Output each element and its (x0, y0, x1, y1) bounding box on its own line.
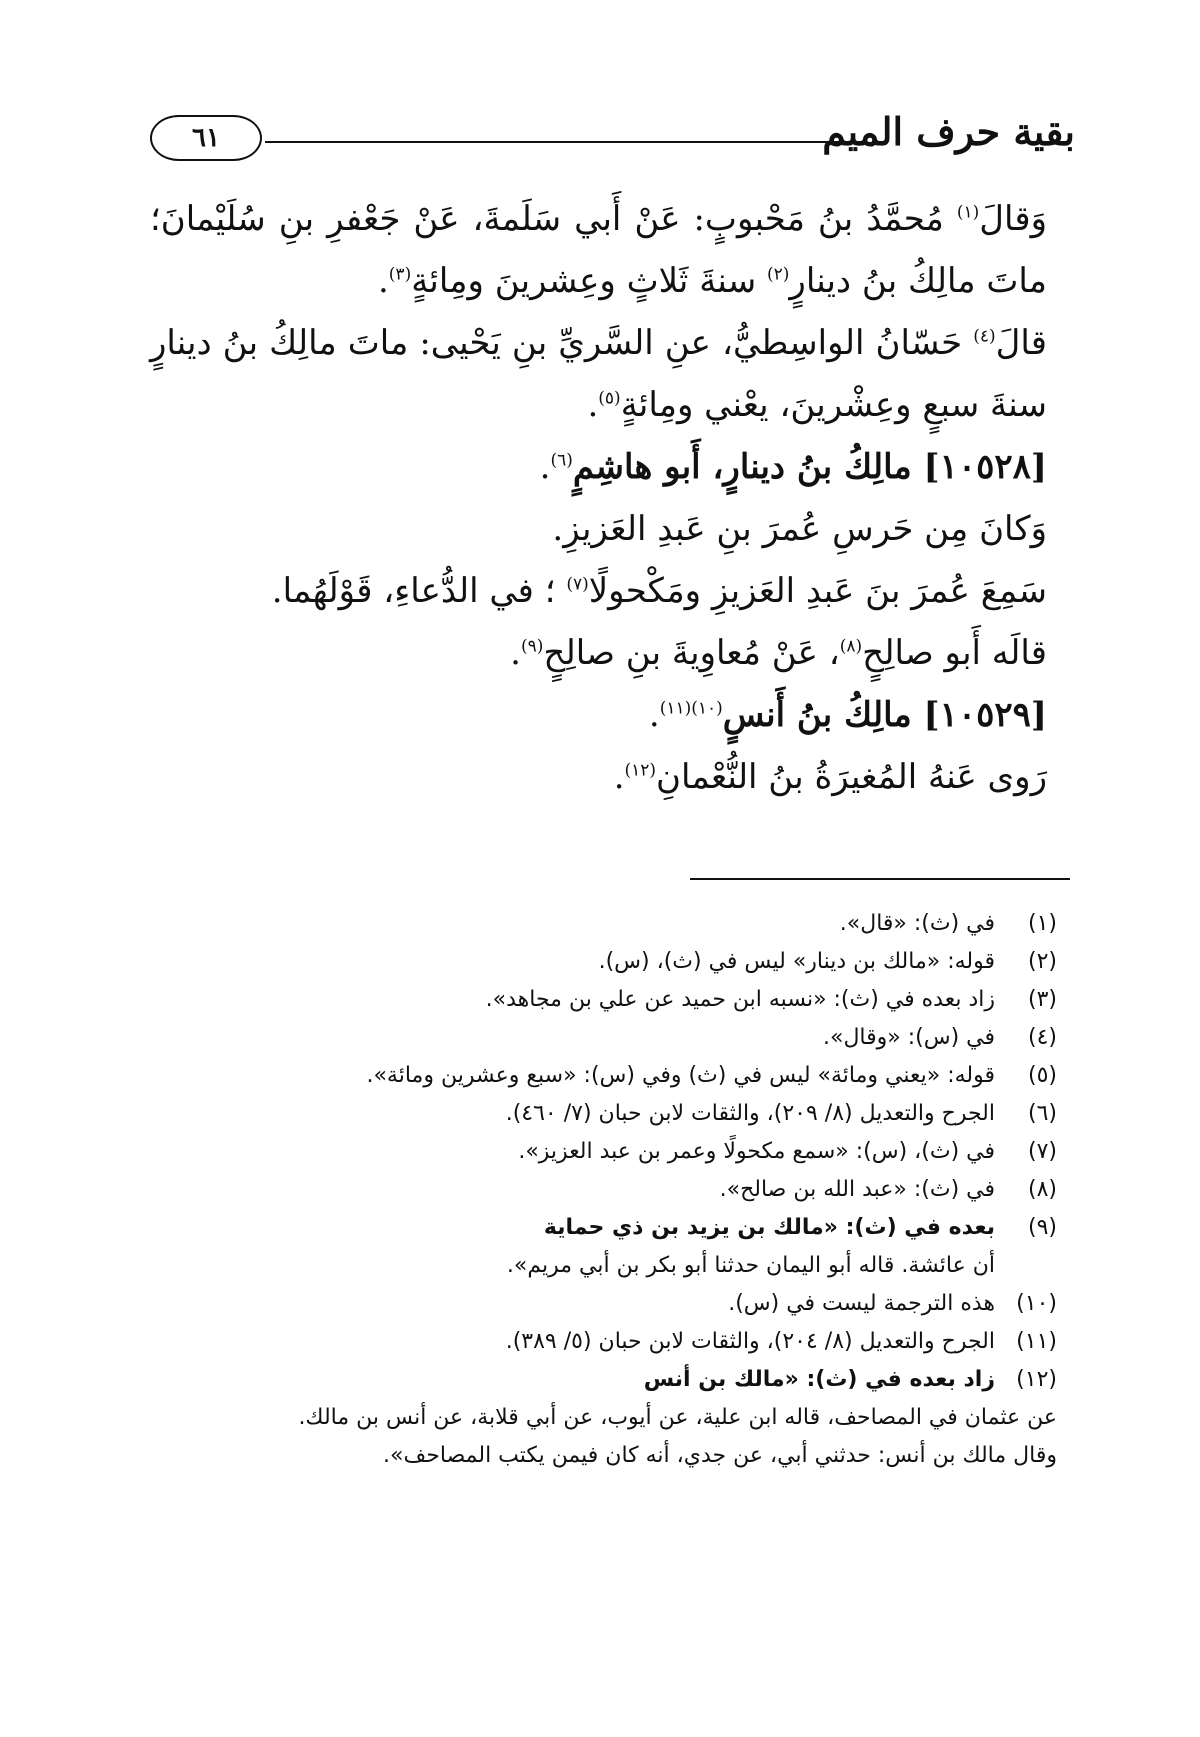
paragraph-4: سَمِعَ عُمرَ بنَ عَبدِ العَزيزِ ومَكْحولًا$^{(٧)}$ ؛ في الدُّعاءِ، قَوْلَهُما. (271, 571, 1047, 611)
running-title: بقية حرف الميم (822, 109, 1075, 154)
entry-name: مالِكُ بنُ دينارٍ، أَبو هاشِمٍ (572, 447, 924, 487)
footnote-ref: (٣) (388, 264, 412, 285)
footnote-9: (٩) بعده في (ث): «مالك بن يزيد بن ذي حماية أن عائشة. قاله أبو اليمان حدثنا أبو بكر بن أبي مريم». (506, 1215, 1057, 1278)
footnote-ref: (٤) (973, 326, 996, 347)
paragraph-1: وَقالَ$^{(١)}$ مُحمَّدُ بنُ مَحْبوبٍ: عَنْ أَبي سَلَمةَ، عَنْ جَعْفرِ بنِ سُلَيْمانَ؛ ماتَ مالِكُ بنُ دينارٍ$^{(٢)}$ سنةَ ثَلاثٍ وعِشرينَ ومِائةٍ$^{(٣)}$. (150, 199, 1047, 301)
footnote-7: (٧) في (ث)، (س): «سمع مكحولًا وعمر بن عبد العزيز». (518, 1139, 1057, 1164)
paragraph-3: وَكانَ مِن حَرسِ عُمرَ بنِ عَبدِ العَزيزِ. (552, 509, 1047, 549)
entry-number: [١٠٥٢٩] (923, 695, 1047, 735)
footnote-8: (٨) في (ث): «عبد الله بن صالح». (719, 1177, 1057, 1202)
footnote-ref: (١) (956, 202, 980, 223)
footnote-ref: (٦) (550, 450, 573, 471)
footnote-2: (٢) قوله: «مالك بن دينار» ليس في (ث)، (س). (598, 949, 1057, 974)
paragraph-5: قالَه أَبو صالِحٍ$^{(٨)}$، عَنْ مُعاوِيةَ بنِ صالِحٍ$^{(٩)}$. (510, 633, 1047, 673)
footnote-10: (١٠) هذه الترجمة ليست في (س). (728, 1291, 1057, 1316)
page-header (150, 105, 1075, 165)
footnote-12: (١٢) زاد بعده في (ث): «مالك بن أنس (643, 1367, 1057, 1392)
footnote-ref: (١٢) (624, 760, 657, 781)
footnote-ref: (١٠)(١١) (659, 698, 723, 719)
footnote-11: (١١) الجرح والتعديل (٨/ ٢٠٤)، والثقات لابن حبان (٥/ ٣٨٩). (505, 1329, 1057, 1354)
footnote-5: (٥) قوله: «يعني ومائة» ليس في (ث) وفي (س): «سبع وعشرين ومائة». (366, 1063, 1057, 1088)
header-rule (265, 141, 865, 143)
footnote-ref: (٥) (598, 388, 621, 409)
entry-heading-10528: [١٠٥٢٨] مالِكُ بنُ دينارٍ، أَبو هاشِمٍ$^{(٦)}$. (539, 447, 1047, 487)
footnote-ref: (٩) (520, 636, 544, 657)
footnote-separator (690, 878, 1070, 880)
paragraph-6: رَوى عَنهُ المُغيرَةُ بنُ النُّعْمانِ$^{(١٢)}$. (613, 757, 1047, 797)
footnote-ref: (٨) (839, 636, 863, 657)
footnote-12-continuation-1: عن عثمان في المصاحف، قاله ابن علية، عن أيوب، عن أبي قلابة، عن أنس بن مالك. (298, 1405, 1057, 1430)
footnote-12-continuation-2: وقال مالك بن أنس: حدثني أبي، عن جدي، أنه كان فيمن يكتب المصاحف». (383, 1443, 1057, 1468)
footnote-ref: (٧) (566, 574, 589, 595)
footnote-1: (١) في (ث): «قال». (839, 911, 1057, 936)
entry-number: [١٠٥٢٨] (923, 447, 1047, 487)
main-text (150, 188, 1075, 808)
footnote-3: (٣) زاد بعده في (ث): «نسبه ابن حميد عن علي بن مجاهد». (485, 987, 1057, 1012)
footnote-ref: (٢) (767, 264, 790, 285)
paragraph-2: قالَ$^{(٤)}$ حَسّانُ الواسِطيُّ، عنِ السَّريِّ بنِ يَحْيى: ماتَ مالِكُ بنُ دينارٍ سنةَ سبعٍ وعِشْرينَ، يعْني ومِائةٍ$^{(٥)}$. (150, 323, 1047, 425)
footnote-4: (٤) في (س): «وقال». (822, 1025, 1057, 1050)
entry-heading-10529: [١٠٥٢٩] مالِكُ بنُ أَنسٍ$^{(١٠)(١١)}$. (648, 695, 1047, 735)
footnote-6: (٦) الجرح والتعديل (٨/ ٢٠٩)، والثقات لابن حبان (٧/ ٤٦٠). (505, 1101, 1057, 1126)
page-number-badge: ٦١ (150, 115, 262, 161)
footnotes (150, 905, 1075, 1475)
entry-name: مالِكُ بنُ أَنسٍ (722, 695, 924, 735)
